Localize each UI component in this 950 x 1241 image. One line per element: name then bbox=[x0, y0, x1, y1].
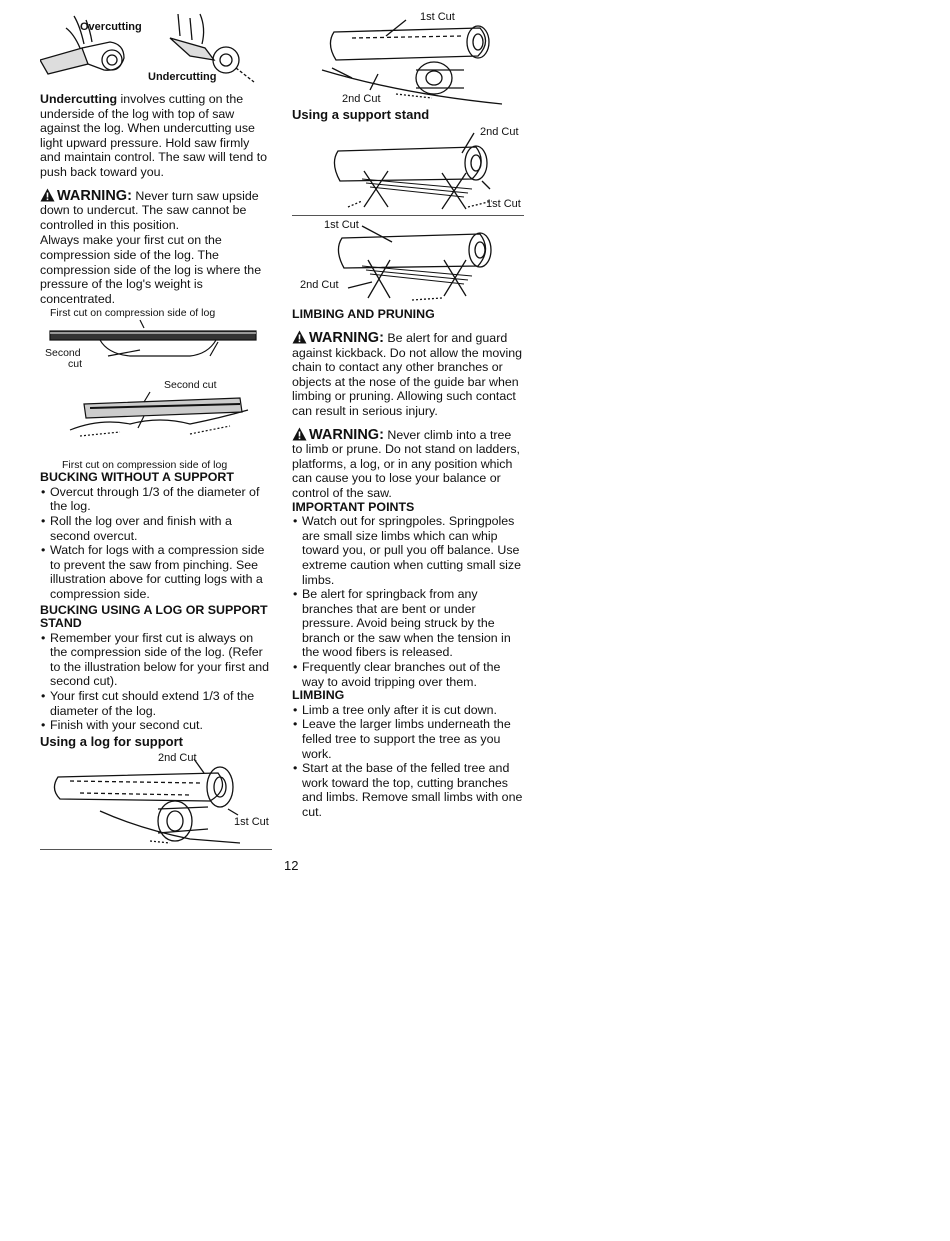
warning-climb bbox=[292, 427, 524, 501]
list-item: • Watch for logs with a compression side to prevent the saw from pinching. See illustration above for cutting logs with a compression side. bbox=[40, 543, 272, 601]
limbing-pruning-heading: LIMBING AND PRUNING bbox=[292, 306, 435, 321]
list-item: • Frequently clear branches out of the way to avoid tripping over them. bbox=[292, 660, 524, 689]
limbing-heading: LIMBING bbox=[292, 688, 345, 703]
limbing-list bbox=[292, 703, 524, 820]
compression-side-illustration bbox=[40, 306, 272, 471]
important-points-heading: IMPORTANT POINTS bbox=[292, 499, 415, 514]
undercutting-paragraph bbox=[40, 92, 272, 180]
list-item: • Be alert for springback from any branches that are bent or under pressure. Avoid being struck by the branch or the saw when the tension in the wood fibers is released. bbox=[292, 587, 524, 660]
list-item: • Roll the log over and finish with a second overcut. bbox=[40, 514, 272, 543]
second-cut-label-2: cut bbox=[68, 358, 83, 371]
warning-upside-down bbox=[40, 188, 272, 233]
undercutting-label: Undercutting bbox=[148, 71, 217, 83]
stand-a-second-cut-label: 2nd Cut bbox=[480, 125, 519, 138]
stand-b-first-cut-label: 1st Cut bbox=[324, 218, 359, 231]
list-item: • Your first cut should extend 1/3 of the diameter of the log. bbox=[40, 689, 272, 718]
left-column bbox=[40, 8, 272, 850]
bucking-using-support-heading: BUCKING USING A LOG OR SUPPORT STAND bbox=[40, 602, 268, 631]
warning-label: WARNING: bbox=[309, 330, 384, 347]
support-stand-illustration-a bbox=[292, 123, 524, 215]
list-item: • Remember your first cut is always on the compression side of the log. (Refer to the illustration below for your first and second cut). bbox=[40, 631, 272, 689]
left-column-rule bbox=[40, 849, 272, 850]
warning-label: WARNING: bbox=[57, 187, 132, 204]
support-stand-heading: Using a support stand bbox=[292, 107, 430, 122]
bucking-using-support-list bbox=[40, 631, 272, 733]
list-item: • Limb a tree only after it is cut down. bbox=[292, 703, 524, 718]
overcutting-undercutting-illustration bbox=[40, 8, 272, 88]
warning-label: WARNING: bbox=[309, 426, 384, 443]
stand-b-second-cut-label: 2nd Cut bbox=[300, 278, 339, 291]
overcutting-label: Overcutting bbox=[80, 21, 142, 33]
stand-a-first-cut-label: 1st Cut bbox=[486, 197, 521, 210]
list-item: • Start at the base of the felled tree and work toward the top, cutting branches and limbs. Remove small limbs with one cut. bbox=[292, 761, 524, 819]
log-support-illustration bbox=[40, 749, 272, 849]
warning-kickback bbox=[292, 330, 524, 419]
warning-icon bbox=[292, 330, 307, 344]
top-fig-first-cut-label: 1st Cut bbox=[420, 11, 455, 23]
compression-paragraph: Always make your first cut on the compression side of the log. The compression side of the log is where the pressure of the log's weight is concentrated. bbox=[40, 233, 262, 306]
warning-text: Never climb into a tree to limb or prune. Do not stand on ladders, platforms, a log, or in any position which can cause you to lose your balance or control of the saw. bbox=[292, 427, 520, 501]
support-stand-illustration-b bbox=[292, 216, 524, 308]
list-item: • Leave the larger limbs underneath the felled tree to support the tree as you work. bbox=[292, 717, 524, 761]
log-support-heading: Using a log for support bbox=[40, 733, 183, 749]
warning-icon bbox=[292, 427, 307, 441]
list-item: • Overcut through 1/3 of the diameter of the log. bbox=[40, 485, 272, 514]
list-item: • Finish with your second cut. bbox=[40, 718, 272, 733]
page-number: 12 bbox=[284, 858, 299, 873]
log-support-second-cut-label: 2nd Cut bbox=[158, 752, 197, 765]
first-cut-top-label: First cut on compression side of log bbox=[50, 307, 216, 320]
second-cut-label-1: Second bbox=[45, 347, 81, 360]
log-support-first-cut-label: 1st Cut bbox=[234, 816, 269, 829]
log-cut-illustration bbox=[292, 8, 524, 106]
top-fig-second-cut-label: 2nd Cut bbox=[342, 93, 381, 105]
right-column bbox=[292, 8, 524, 820]
second-cut-label-b: Second cut bbox=[164, 379, 217, 392]
undercutting-text: involves cutting on the underside of the log with top of saw against the log. When undercutting use light upward pressure. Hold saw firmly and maintain control. The saw will tend to push back toward you. bbox=[40, 92, 268, 179]
warning-icon bbox=[40, 188, 55, 202]
warning-text: Be alert for and guard against kickback. Do not allow the moving chain to contact any other branches or objects at the nose of the guide bar when limbing or pruning. Allowing such contact can result in serious injury. bbox=[292, 331, 523, 419]
first-cut-bottom-label: First cut on compression side of log bbox=[62, 459, 228, 472]
important-points-list bbox=[292, 514, 524, 689]
list-item: • Watch out for springpoles. Springpoles are small size limbs which can whip toward you, or pull you off balance. Use extreme caution when cutting small size limbs. bbox=[292, 514, 524, 587]
undercutting-term: Undercutting bbox=[40, 92, 118, 106]
bucking-without-support-heading: BUCKING WITHOUT A SUPPORT bbox=[40, 470, 234, 485]
bucking-without-support-list bbox=[40, 485, 272, 602]
warning-text: Never turn saw upside down to undercut. The saw cannot be controlled in this position. bbox=[40, 188, 259, 232]
